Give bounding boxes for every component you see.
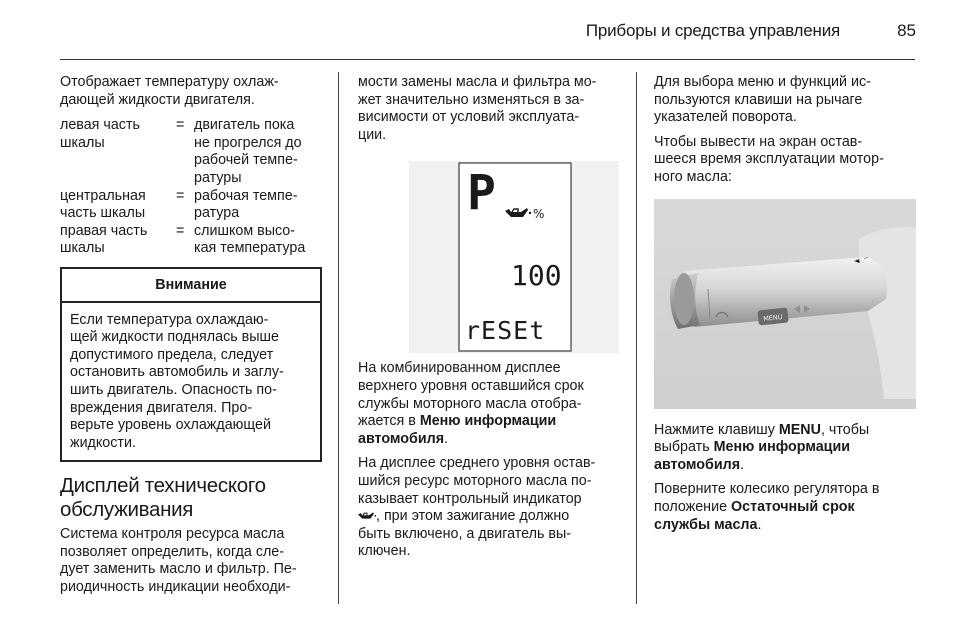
paragraph-menu-keys: Для выбора меню и функций ис- пользуются клавиши на рычаге указателей поворота. [654,74,871,126]
table-row: правая часть шкалы = слишком высо- кая температура [60,222,306,257]
lcd-percent-sign: % [533,207,545,222]
header-rule [60,59,915,60]
section-body: Система контроля ресурса масла позволяет определить, когда сле- дует заменить масло и фильтр. Пе- риодичность индикации необходи- [60,526,297,596]
warning-body: Если температура охлаждаю- щей жидкости поднялась выше допустимого предела, следует остановить автомобиль и заглу- шить двигатель. Опасность по- вреждения двигателя. Про- верьте уровень охлаждающей жидкости. [70,311,284,451]
svg-text:MENU: MENU [762,312,783,323]
lcd-letter: P [467,165,496,222]
paragraph-upper-display: На комбинированном дисплее верхнего уровня оставшийся срок службы моторного масла отобра- жается в Меню информации автомобиля. [358,360,584,447]
table-row: центральная часть шкалы = рабочая темпе- ратура [60,187,298,222]
temperature-scale-table [60,117,305,258]
column-1 [60,74,322,597]
column-divider-2 [636,72,637,604]
paragraph-mid-display: На дисплее среднего уровня остав- шийся ресурс моторного масла по- казывает контрольный индикатор , при этом зажигание должно быть включено, а двигатель вы- ключен. [358,455,596,560]
page-number: 85 [897,21,916,40]
paragraph-turn-wheel: Поверните колесико регулятора в положение Остаточный срок службы масла. [654,481,880,533]
section-heading: Дисплей технического обслуживания [60,474,266,522]
table-row: левая часть шкалы = двигатель пока не прогрелся до рабочей темпе- ратуры [60,117,302,186]
oil-can-inline-icon [358,509,376,520]
page-header-title: Приборы и средства управления [585,21,840,40]
lcd-reset-text: rESEt [465,316,546,346]
column-2 [358,74,620,561]
warning-box [60,267,322,462]
turn-signal-stalk-photo [654,199,916,409]
warning-title: Внимание [62,269,320,303]
column-3 [654,74,916,534]
intro-text: Отображает температуру охлаж- дающей жидкости двигателя. [60,74,279,108]
paragraph-press-menu: Нажмите клавишу MENU, чтобы выбрать Меню информации автомобиля. [654,421,870,473]
paragraph-show-oil-life: Чтобы вывести на экран остав- шееся время эксплуатации мотор- ного масла: [654,133,884,185]
lcd-value: 100 [511,259,562,293]
paragraph-continued: мости замены масла и фильтра мо- жет значительно изменяться в за- висимости от условий эксплуата- ции. [358,74,597,143]
column-divider-1 [338,72,339,604]
service-display-illustration [409,161,619,353]
